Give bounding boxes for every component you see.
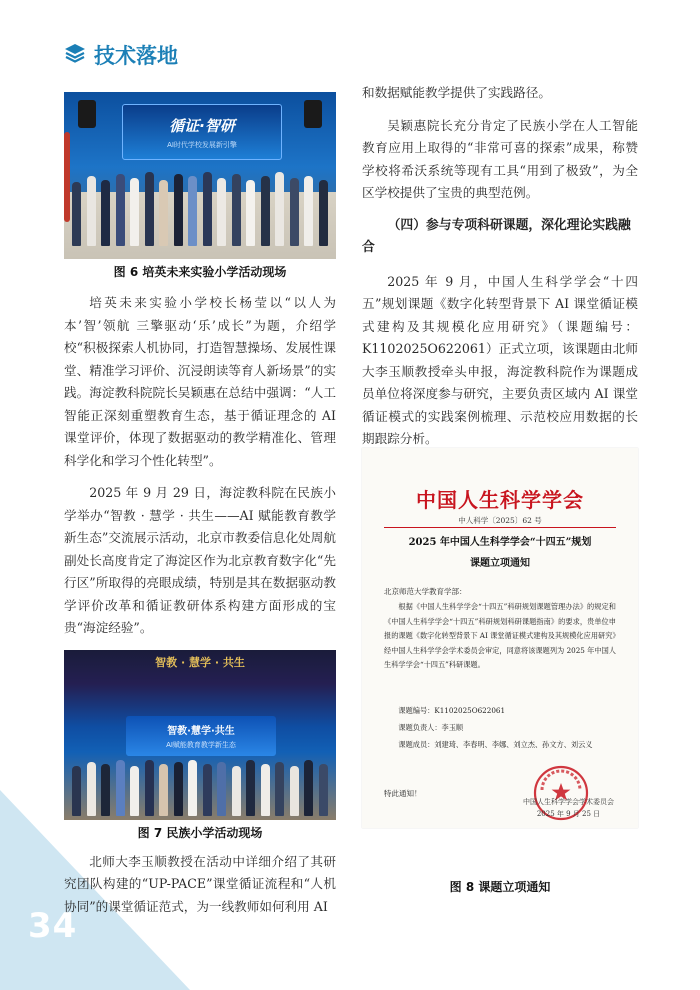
page-number: 34 xyxy=(28,906,78,946)
layers-icon xyxy=(64,43,86,67)
group-photo-people xyxy=(72,164,328,246)
side-banner xyxy=(64,132,70,222)
stage-screen xyxy=(122,104,282,160)
screen-banner: 智教·慧学·共生 xyxy=(167,725,235,737)
section-header xyxy=(64,40,178,70)
speaker-left xyxy=(78,100,96,128)
notice-body: 根据《中国人生科学学会“十四五”科研规划课题管理办法》的规定和《中国人生科学学会“十四五”科研规划科研课题指南》的要求，贵单位申报的课题《数字化转型背景下 AI 课堂循证模式建构及其规模化应用研究》经中国人生科学学会学术委员会审定，同意将该课题列为 2025 年中国人生科学学会“十四五”科研课题。 xyxy=(384,602,616,669)
notice-signer: 中国人生科学学会学术委员会 xyxy=(523,798,614,806)
notice-project-leader: 课题负责人：李玉顺 xyxy=(398,723,464,732)
notice-title: 2025 年中国人生科学学会“十四五”规划 xyxy=(408,537,592,548)
project-approval-notice xyxy=(362,448,638,828)
left-paragraph-1: 培英未来实验小学校长杨莹以“以人为本’智’领航 三擎驱动‘乐’成长”为题，介绍学校“积极探索人机协同，打造智慧操场、发展性课堂、精准学习评价、沉浸朗读等育人新场景”的实践。海淀教科院院长吴颖惠在总结中强调：“人工智能正深刻重塑教育生态，基于循证理念的 AI 课堂评价，体现了数据驱动的教学精准化、管理科学化和学习个性化转型”。 xyxy=(64,295,336,468)
left-paragraph-3: 北师大李玉顺教授在活动中详细介绍了其研究团队构建的“UP-PACE”课堂循证流程和“人机协同”的课堂循证范式，为一线教师如何利用 AI xyxy=(64,853,336,914)
right-paragraph-1: 和数据赋能教学提供了实践路径。 xyxy=(362,85,551,100)
stage-screen xyxy=(126,716,276,756)
left-column xyxy=(64,92,336,928)
ceiling-banner: 智教 · 慧学 · 共生 xyxy=(155,655,245,669)
notice-project-code: 课题编号：K1102025O622061 xyxy=(398,706,506,715)
notice-project-members: 课题成员：刘建琦、李春明、李娜、刘立杰、孙文方、刘云义 xyxy=(398,740,593,749)
right-column xyxy=(362,82,638,461)
right-paragraph-2: 吴颖惠院长充分肯定了民族小学在人工智能教育应用上取得的“非常可喜的探索”成果，称赞学校将希沃系统等现有工具“用到了极致”，为全区学校提供了宝贵的典型范例。 xyxy=(362,117,638,200)
figure-6-photo xyxy=(64,92,336,259)
notice-recipient: 北京师范大学教育学部： xyxy=(384,587,467,596)
notice-fields xyxy=(384,702,616,753)
notice-red-rule xyxy=(384,527,616,528)
notice-doc-number: 中人科学〔2025〕62 号 xyxy=(458,516,542,525)
notice-organization: 中国人生科学学会 xyxy=(416,488,584,512)
screen-banner: 循证·智研 xyxy=(169,117,235,135)
figure-8-caption: 图 8 课题立项通知 xyxy=(449,880,551,894)
notice-title-line-2: 课题立项通知 xyxy=(470,558,530,569)
screen-banner-sub: AI赋能教育教学新生态 xyxy=(166,740,236,749)
notice-date: 2025 年 9 月 25 日 xyxy=(536,810,601,818)
notice-signature xyxy=(523,796,614,820)
section-title: 技术落地 xyxy=(94,44,178,68)
figure-7-caption: 图 7 民族小学活动现场 xyxy=(137,825,263,840)
figure-8 xyxy=(362,874,638,907)
section-subheading: （四）参与专项科研课题，深化理论实践融合 xyxy=(362,217,631,255)
screen-banner-sub: AI时代学校发展新引擎 xyxy=(167,141,237,149)
left-paragraph-2: 2025 年 9 月 29 日，海淀教科院在民族小学举办“智教 · 慧学 · 共生——AI 赋能教育教学新生态”交流展示活动，北京市教委信息化处周航副处长高度肯定了海淀区作为北京教育数字化“先行区”所取得的亮眼成绩，特别是其在数据驱动教学评价改革和循证教研体系构建方面形成的宝贵“海淀经验”。 xyxy=(64,485,336,635)
notice-closing: 特此通知！ xyxy=(384,789,422,798)
group-photo-people xyxy=(72,754,328,816)
right-paragraph-3: 2025 年 9 月，中国人生科学学会“十四五”规划课题《数字化转型背景下 AI 课堂循证模式建构及其规模化应用研究》（课题编号：K1102025O622061）正式立项，该课题由北师大李玉顺教授牵头申报，海淀教科院作为课题成员单位将深度参与研究，主要负责区域内 AI 课堂循证模式的实践案例梳理、示范校应用数据的长期跟踪分析。 xyxy=(362,273,638,446)
figure-6-caption: 图 6 培英未来实验小学活动现场 xyxy=(113,265,287,279)
speaker-right xyxy=(304,100,322,128)
figure-7-photo xyxy=(64,650,336,820)
